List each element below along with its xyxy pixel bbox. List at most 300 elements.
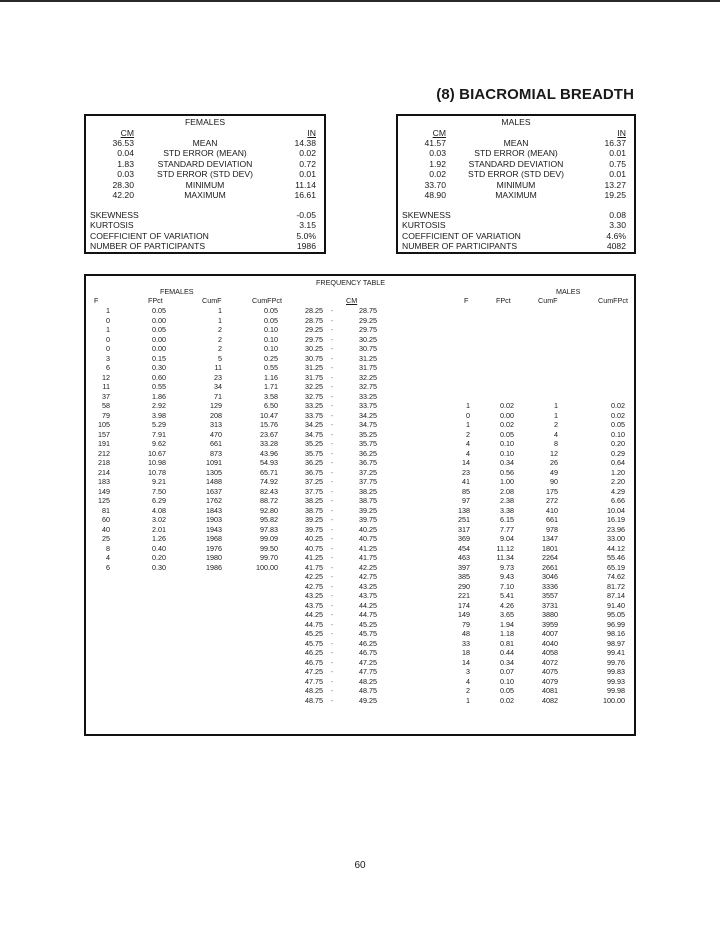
cm-interval-high: 35.25 bbox=[359, 429, 377, 439]
stat-label: STD ERROR (STD DEV) bbox=[157, 169, 253, 180]
interval-dash: - bbox=[330, 610, 334, 619]
male-cumulative-frequency: 175 bbox=[546, 486, 558, 496]
cm-interval-low: 36.25 bbox=[305, 458, 323, 467]
female-percent: 2.01 bbox=[152, 524, 166, 534]
interval-dash: - bbox=[330, 315, 334, 325]
interval-dash: - bbox=[330, 496, 334, 505]
frequency-row bbox=[86, 572, 634, 582]
female-cumulative-percent: 0.05 bbox=[264, 306, 278, 315]
female-cumulative-frequency: 1943 bbox=[206, 524, 222, 534]
stat-label: STANDARD DEVIATION bbox=[468, 158, 564, 169]
male-percent: 11.34 bbox=[496, 553, 514, 562]
cm-interval-high: 28.75 bbox=[359, 306, 377, 315]
female-frequency: 157 bbox=[98, 429, 110, 439]
female-cumulative-frequency: 1 bbox=[218, 306, 222, 315]
stat-in-value: 0.75 bbox=[609, 158, 626, 169]
cm-interval-low: 40.75 bbox=[305, 543, 323, 553]
stat-cm-value: 33.70 bbox=[424, 179, 446, 190]
cm-interval-high: 40.25 bbox=[359, 524, 377, 534]
stat-label: MINIMUM bbox=[496, 179, 536, 190]
male-frequency: 14 bbox=[462, 458, 470, 467]
female-frequency: 25 bbox=[102, 534, 110, 543]
interval-dash: - bbox=[330, 448, 334, 458]
interval-dash: - bbox=[330, 657, 334, 667]
male-cumulative-percent: 98.97 bbox=[607, 638, 625, 648]
male-frequency: 97 bbox=[462, 496, 470, 505]
male-cumulative-percent: 4.29 bbox=[611, 486, 625, 496]
male-percent: 0.10 bbox=[500, 676, 514, 686]
female-cumf-header: CumF bbox=[202, 296, 222, 305]
male-cumulative-percent: 0.29 bbox=[611, 448, 625, 458]
male-frequency: 23 bbox=[462, 467, 470, 477]
stat-cm-value: 48.90 bbox=[424, 189, 446, 200]
cm-interval-low: 29.25 bbox=[305, 325, 323, 334]
cm-interval-high: 39.75 bbox=[359, 515, 377, 524]
male-percent: 7.77 bbox=[500, 524, 514, 534]
cm-interval-high: 42.25 bbox=[359, 562, 377, 572]
male-cumulative-frequency: 4007 bbox=[542, 629, 558, 638]
female-percent: 6.29 bbox=[152, 496, 166, 505]
male-cumulative-frequency: 2 bbox=[554, 420, 558, 429]
male-cumulative-frequency: 3046 bbox=[542, 572, 558, 581]
female-frequency: 12 bbox=[102, 372, 110, 382]
stat-extra-label: COEFFICIENT OF VARIATION bbox=[90, 230, 209, 241]
cm-interval-high: 45.75 bbox=[359, 629, 377, 638]
cm-interval-high: 35.75 bbox=[359, 439, 377, 448]
male-summary-header: MALES bbox=[501, 117, 531, 127]
cm-interval-low: 32.75 bbox=[305, 391, 323, 401]
male-frequency: 18 bbox=[462, 648, 470, 657]
female-percent: 4.08 bbox=[152, 505, 166, 515]
male-frequency: 4 bbox=[466, 676, 470, 686]
male-cumulative-frequency: 410 bbox=[546, 505, 558, 515]
interval-dash: - bbox=[330, 439, 334, 448]
female-cumulative-percent: 33.28 bbox=[260, 439, 278, 448]
cm-interval-high: 43.25 bbox=[359, 581, 377, 591]
cm-interval-high: 38.75 bbox=[359, 496, 377, 505]
stat-extra-value: 1986 bbox=[296, 241, 316, 252]
female-cumulative-percent: 10.47 bbox=[260, 410, 278, 420]
male-frequency: 3 bbox=[466, 667, 470, 676]
female-cumulative-frequency: 1903 bbox=[206, 515, 222, 524]
top-rule bbox=[0, 0, 720, 2]
female-cumulative-percent: 65.71 bbox=[260, 467, 278, 477]
cm-interval-low: 35.75 bbox=[305, 448, 323, 458]
cm-interval-high: 31.25 bbox=[359, 353, 377, 363]
stat-in-value: 0.72 bbox=[299, 158, 316, 169]
male-cumulative-frequency: 4058 bbox=[542, 648, 558, 657]
cm-interval-high: 37.25 bbox=[359, 467, 377, 477]
interval-dash: - bbox=[330, 581, 334, 591]
interval-dash: - bbox=[330, 486, 334, 496]
stat-label: MAXIMUM bbox=[184, 189, 226, 200]
female-frequency: 218 bbox=[98, 458, 110, 467]
female-fpct-header: FPct bbox=[148, 296, 163, 305]
male-frequency: 2 bbox=[466, 686, 470, 695]
male-percent: 0.10 bbox=[500, 448, 514, 458]
male-cumulative-percent: 99.98 bbox=[607, 686, 625, 695]
male-frequency: 174 bbox=[458, 600, 470, 610]
frequency-row bbox=[86, 439, 634, 449]
stat-row bbox=[86, 148, 324, 158]
stat-extra-row bbox=[398, 241, 634, 251]
female-percent: 0.00 bbox=[152, 344, 166, 353]
cm-interval-high: 42.75 bbox=[359, 572, 377, 581]
stat-in-value: 16.61 bbox=[294, 189, 316, 200]
cm-interval-high: 45.25 bbox=[359, 619, 377, 629]
male-cumulative-percent: 81.72 bbox=[607, 581, 625, 591]
cm-interval-high: 46.25 bbox=[359, 638, 377, 648]
cm-interval-high: 37.75 bbox=[359, 477, 377, 486]
male-cumulative-percent: 2.20 bbox=[611, 477, 625, 486]
cm-interval-low: 34.75 bbox=[305, 429, 323, 439]
female-cumulative-frequency: 1762 bbox=[206, 496, 222, 505]
female-frequency: 6 bbox=[106, 562, 110, 572]
stat-label: STANDARD DEVIATION bbox=[157, 158, 253, 169]
stat-in-value: 19.25 bbox=[604, 189, 626, 200]
female-percent: 1.86 bbox=[152, 391, 166, 401]
frequency-row bbox=[86, 458, 634, 468]
cm-interval-low: 48.25 bbox=[305, 686, 323, 695]
interval-dash: - bbox=[330, 619, 334, 629]
stat-in-value: 14.38 bbox=[294, 138, 316, 148]
female-percent: 9.21 bbox=[152, 477, 166, 486]
stat-row bbox=[398, 159, 634, 169]
cm-interval-low: 48.75 bbox=[305, 695, 323, 705]
male-cumulative-frequency: 49 bbox=[550, 467, 558, 477]
cm-interval-low: 47.75 bbox=[305, 676, 323, 686]
female-cumulative-percent: 0.05 bbox=[264, 315, 278, 325]
male-frequency: 0 bbox=[466, 410, 470, 420]
frequency-row bbox=[86, 306, 634, 316]
cm-interval-high: 36.75 bbox=[359, 458, 377, 467]
cm-interval-low: 35.25 bbox=[305, 439, 323, 448]
stat-row bbox=[86, 180, 324, 190]
female-cumfpct-header: CumFPct bbox=[252, 296, 282, 305]
female-cumulative-percent: 95.82 bbox=[260, 515, 278, 524]
female-summary-box bbox=[84, 114, 326, 254]
male-frequency: 1 bbox=[466, 695, 470, 705]
male-percent: 11.12 bbox=[496, 543, 514, 553]
interval-dash: - bbox=[330, 515, 334, 524]
male-percent: 0.34 bbox=[500, 657, 514, 667]
male-cumulative-frequency: 3880 bbox=[542, 610, 558, 619]
female-cumulative-percent: 0.10 bbox=[264, 344, 278, 353]
cm-interval-high: 43.75 bbox=[359, 591, 377, 600]
frequency-row bbox=[86, 449, 634, 459]
cm-interval-low: 39.25 bbox=[305, 515, 323, 524]
frequency-row bbox=[86, 686, 634, 696]
cm-interval-high: 30.25 bbox=[359, 334, 377, 344]
female-percent: 9.62 bbox=[152, 439, 166, 448]
cm-interval-high: 33.75 bbox=[359, 401, 377, 410]
stat-extra-row bbox=[398, 231, 634, 241]
female-cumulative-percent: 82.43 bbox=[260, 486, 278, 496]
female-cumulative-percent: 3.58 bbox=[264, 391, 278, 401]
male-percent: 5.41 bbox=[500, 591, 514, 600]
cm-interval-low: 43.25 bbox=[305, 591, 323, 600]
female-frequency: 81 bbox=[102, 505, 110, 515]
frequency-row bbox=[86, 696, 634, 706]
female-cumulative-frequency: 2 bbox=[218, 325, 222, 334]
cm-interval-high: 32.25 bbox=[359, 372, 377, 382]
female-percent: 1.26 bbox=[152, 534, 166, 543]
female-cumulative-frequency: 2 bbox=[218, 344, 222, 353]
stat-cm-value: 1.83 bbox=[117, 158, 134, 169]
frequency-row bbox=[86, 401, 634, 411]
female-cumulative-frequency: 1843 bbox=[206, 505, 222, 515]
cm-column-header: CM bbox=[432, 128, 446, 138]
frequency-row bbox=[86, 344, 634, 354]
interval-dash: - bbox=[330, 477, 334, 486]
in-column-header: IN bbox=[307, 128, 316, 138]
cm-interval-low: 36.75 bbox=[305, 467, 323, 477]
male-cumulative-percent: 33.00 bbox=[607, 534, 625, 543]
female-cumulative-frequency: 23 bbox=[214, 372, 222, 382]
cm-interval-high: 41.25 bbox=[359, 543, 377, 553]
male-frequency: 4 bbox=[466, 448, 470, 458]
male-cumulative-percent: 0.05 bbox=[611, 420, 625, 429]
female-percent: 0.40 bbox=[152, 543, 166, 553]
male-frequency: 14 bbox=[462, 657, 470, 667]
female-cumulative-percent: 0.10 bbox=[264, 325, 278, 334]
frequency-table-title: FREQUENCY TABLE bbox=[316, 278, 386, 287]
female-cumulative-frequency: 11 bbox=[214, 363, 222, 372]
stat-label: MAXIMUM bbox=[495, 189, 537, 200]
frequency-row bbox=[86, 591, 634, 601]
male-frequency: 138 bbox=[458, 505, 470, 515]
female-frequency: 183 bbox=[98, 477, 110, 486]
female-extra-rows bbox=[86, 210, 324, 252]
frequency-row bbox=[86, 506, 634, 516]
male-percent: 0.81 bbox=[500, 638, 514, 648]
female-frequency: 149 bbox=[98, 486, 110, 496]
female-summary-header: FEMALES bbox=[184, 117, 226, 127]
frequency-row bbox=[86, 496, 634, 506]
cm-interval-header: CM bbox=[346, 296, 358, 305]
frequency-table bbox=[84, 274, 636, 736]
stat-extra-row bbox=[86, 231, 324, 241]
female-percent: 0.30 bbox=[152, 363, 166, 372]
stat-extra-label: KURTOSIS bbox=[402, 220, 446, 231]
interval-dash: - bbox=[330, 344, 334, 353]
female-frequency: 191 bbox=[98, 439, 110, 448]
cm-interval-low: 33.75 bbox=[305, 410, 323, 420]
female-cumulative-percent: 99.09 bbox=[260, 534, 278, 543]
male-cumulative-percent: 0.64 bbox=[611, 458, 625, 467]
frequency-row bbox=[86, 544, 634, 554]
male-percent: 1.18 bbox=[500, 629, 514, 638]
female-frequency: 11 bbox=[102, 382, 110, 391]
female-percent: 7.91 bbox=[152, 429, 166, 439]
male-cumulative-frequency: 4 bbox=[554, 429, 558, 439]
frequency-row bbox=[86, 420, 634, 430]
male-cumulative-percent: 0.02 bbox=[611, 401, 625, 410]
interval-dash: - bbox=[330, 600, 334, 610]
cm-interval-low: 31.25 bbox=[305, 363, 323, 372]
male-cumulative-percent: 99.41 bbox=[607, 648, 625, 657]
male-percent: 3.38 bbox=[500, 505, 514, 515]
male-cumulative-percent: 0.02 bbox=[611, 410, 625, 420]
cm-interval-low: 31.75 bbox=[305, 372, 323, 382]
stat-extra-label: SKEWNESS bbox=[90, 210, 139, 220]
cm-interval-high: 48.25 bbox=[359, 676, 377, 686]
stat-extra-label: NUMBER OF PARTICIPANTS bbox=[90, 241, 206, 252]
frequency-row bbox=[86, 582, 634, 592]
male-f-header: F bbox=[464, 296, 469, 305]
cm-interval-high: 47.25 bbox=[359, 657, 377, 667]
cm-interval-low: 39.75 bbox=[305, 524, 323, 534]
male-frequency: 1 bbox=[466, 401, 470, 410]
stat-extra-label: SKEWNESS bbox=[402, 210, 451, 220]
frequency-row bbox=[86, 648, 634, 658]
male-cumulative-frequency: 4081 bbox=[542, 686, 558, 695]
male-percent: 0.00 bbox=[500, 410, 514, 420]
stat-extra-row bbox=[86, 241, 324, 251]
female-frequency: 3 bbox=[106, 353, 110, 363]
cm-interval-low: 44.75 bbox=[305, 619, 323, 629]
female-cumulative-frequency: 208 bbox=[210, 410, 222, 420]
female-cumulative-frequency: 129 bbox=[210, 401, 222, 410]
stat-label: STD ERROR (STD DEV) bbox=[468, 169, 564, 180]
interval-dash: - bbox=[330, 391, 334, 401]
stat-label: MINIMUM bbox=[185, 179, 225, 190]
stat-extra-value: 3.15 bbox=[299, 220, 316, 231]
stat-row bbox=[86, 169, 324, 179]
female-frequency: 214 bbox=[98, 467, 110, 477]
frequency-row bbox=[86, 316, 634, 326]
male-percent: 9.43 bbox=[500, 572, 514, 581]
stat-row bbox=[398, 148, 634, 158]
male-frequency: 41 bbox=[462, 477, 470, 486]
male-cumulative-percent: 95.05 bbox=[607, 610, 625, 619]
cm-column-header: CM bbox=[120, 128, 134, 138]
female-percent: 0.05 bbox=[152, 306, 166, 315]
stat-cm-value: 0.04 bbox=[117, 148, 134, 159]
cm-interval-low: 37.25 bbox=[305, 477, 323, 486]
male-cumulative-percent: 87.14 bbox=[607, 591, 625, 600]
male-cumulative-frequency: 8 bbox=[554, 439, 558, 448]
male-cumulative-frequency: 90 bbox=[550, 477, 558, 486]
cm-interval-low: 28.25 bbox=[305, 306, 323, 315]
female-frequency: 1 bbox=[106, 325, 110, 334]
male-cumulative-frequency: 3557 bbox=[542, 591, 558, 600]
frequency-row bbox=[86, 335, 634, 345]
male-percent: 9.04 bbox=[500, 534, 514, 543]
female-percent: 0.20 bbox=[152, 553, 166, 562]
female-cumulative-frequency: 661 bbox=[210, 439, 222, 448]
interval-dash: - bbox=[330, 306, 334, 315]
male-percent: 1.00 bbox=[500, 477, 514, 486]
male-frequency: 369 bbox=[458, 534, 470, 543]
female-frequency: 8 bbox=[106, 543, 110, 553]
female-percent: 0.00 bbox=[152, 315, 166, 325]
male-cumulative-frequency: 2264 bbox=[542, 553, 558, 562]
stat-extra-row bbox=[86, 210, 324, 220]
male-percent: 0.05 bbox=[500, 686, 514, 695]
male-frequency: 385 bbox=[458, 572, 470, 581]
female-percent: 10.98 bbox=[148, 458, 166, 467]
frequency-row bbox=[86, 639, 634, 649]
stat-row bbox=[398, 169, 634, 179]
stat-extra-label: NUMBER OF PARTICIPANTS bbox=[402, 241, 518, 252]
males-group-header: MALES bbox=[556, 287, 581, 296]
male-percent: 0.02 bbox=[500, 695, 514, 705]
frequency-table-body bbox=[86, 306, 634, 705]
interval-dash: - bbox=[330, 695, 334, 705]
male-cumulative-frequency: 3959 bbox=[542, 619, 558, 629]
interval-dash: - bbox=[330, 543, 334, 553]
cm-interval-high: 33.25 bbox=[359, 391, 377, 401]
male-percent: 9.73 bbox=[500, 562, 514, 572]
male-frequency: 85 bbox=[462, 486, 470, 496]
female-cumulative-percent: 99.50 bbox=[260, 543, 278, 553]
female-percent: 7.50 bbox=[152, 486, 166, 496]
female-frequency: 0 bbox=[106, 315, 110, 325]
frequency-row bbox=[86, 534, 634, 544]
cm-interval-low: 38.75 bbox=[305, 505, 323, 515]
frequency-row bbox=[86, 487, 634, 497]
frequency-row bbox=[86, 411, 634, 421]
female-frequency: 125 bbox=[98, 496, 110, 505]
male-percent: 1.94 bbox=[500, 619, 514, 629]
female-frequency: 105 bbox=[98, 420, 110, 429]
female-cumulative-frequency: 1968 bbox=[206, 534, 222, 543]
male-cumulative-frequency: 661 bbox=[546, 515, 558, 524]
female-cumulative-frequency: 2 bbox=[218, 334, 222, 344]
stat-cm-value: 41.57 bbox=[424, 138, 446, 148]
male-cumulative-frequency: 1801 bbox=[542, 543, 558, 553]
male-percent: 0.56 bbox=[500, 467, 514, 477]
female-frequency: 60 bbox=[102, 515, 110, 524]
male-percent: 4.26 bbox=[500, 600, 514, 610]
female-percent: 5.29 bbox=[152, 420, 166, 429]
cm-interval-low: 30.75 bbox=[305, 353, 323, 363]
frequency-row bbox=[86, 610, 634, 620]
female-cumulative-percent: 23.67 bbox=[260, 429, 278, 439]
frequency-row bbox=[86, 677, 634, 687]
frequency-row bbox=[86, 658, 634, 668]
interval-dash: - bbox=[330, 629, 334, 638]
stat-row bbox=[398, 138, 634, 148]
stat-extra-value: -0.05 bbox=[296, 210, 316, 220]
male-fpct-header: FPct bbox=[496, 296, 511, 305]
female-percent: 3.02 bbox=[152, 515, 166, 524]
male-frequency: 463 bbox=[458, 553, 470, 562]
cm-interval-low: 46.25 bbox=[305, 648, 323, 657]
female-frequency: 1 bbox=[106, 306, 110, 315]
stat-label: STD ERROR (MEAN) bbox=[474, 148, 558, 159]
interval-dash: - bbox=[330, 467, 334, 477]
interval-dash: - bbox=[330, 334, 334, 344]
male-percent: 0.02 bbox=[500, 401, 514, 410]
male-percent: 0.44 bbox=[500, 648, 514, 657]
male-cumulative-percent: 10.04 bbox=[607, 505, 625, 515]
interval-dash: - bbox=[330, 363, 334, 372]
stat-extra-row bbox=[398, 210, 634, 220]
female-frequency: 4 bbox=[106, 553, 110, 562]
male-cumulative-frequency: 4075 bbox=[542, 667, 558, 676]
stat-row bbox=[398, 180, 634, 190]
stat-label: STD ERROR (MEAN) bbox=[163, 148, 247, 159]
male-cumulative-frequency: 1 bbox=[554, 401, 558, 410]
female-cumulative-percent: 0.10 bbox=[264, 334, 278, 344]
female-frequency: 0 bbox=[106, 344, 110, 353]
cm-interval-low: 29.75 bbox=[305, 334, 323, 344]
male-percent: 0.10 bbox=[500, 439, 514, 448]
male-frequency: 2 bbox=[466, 429, 470, 439]
female-cumulative-frequency: 1637 bbox=[206, 486, 222, 496]
